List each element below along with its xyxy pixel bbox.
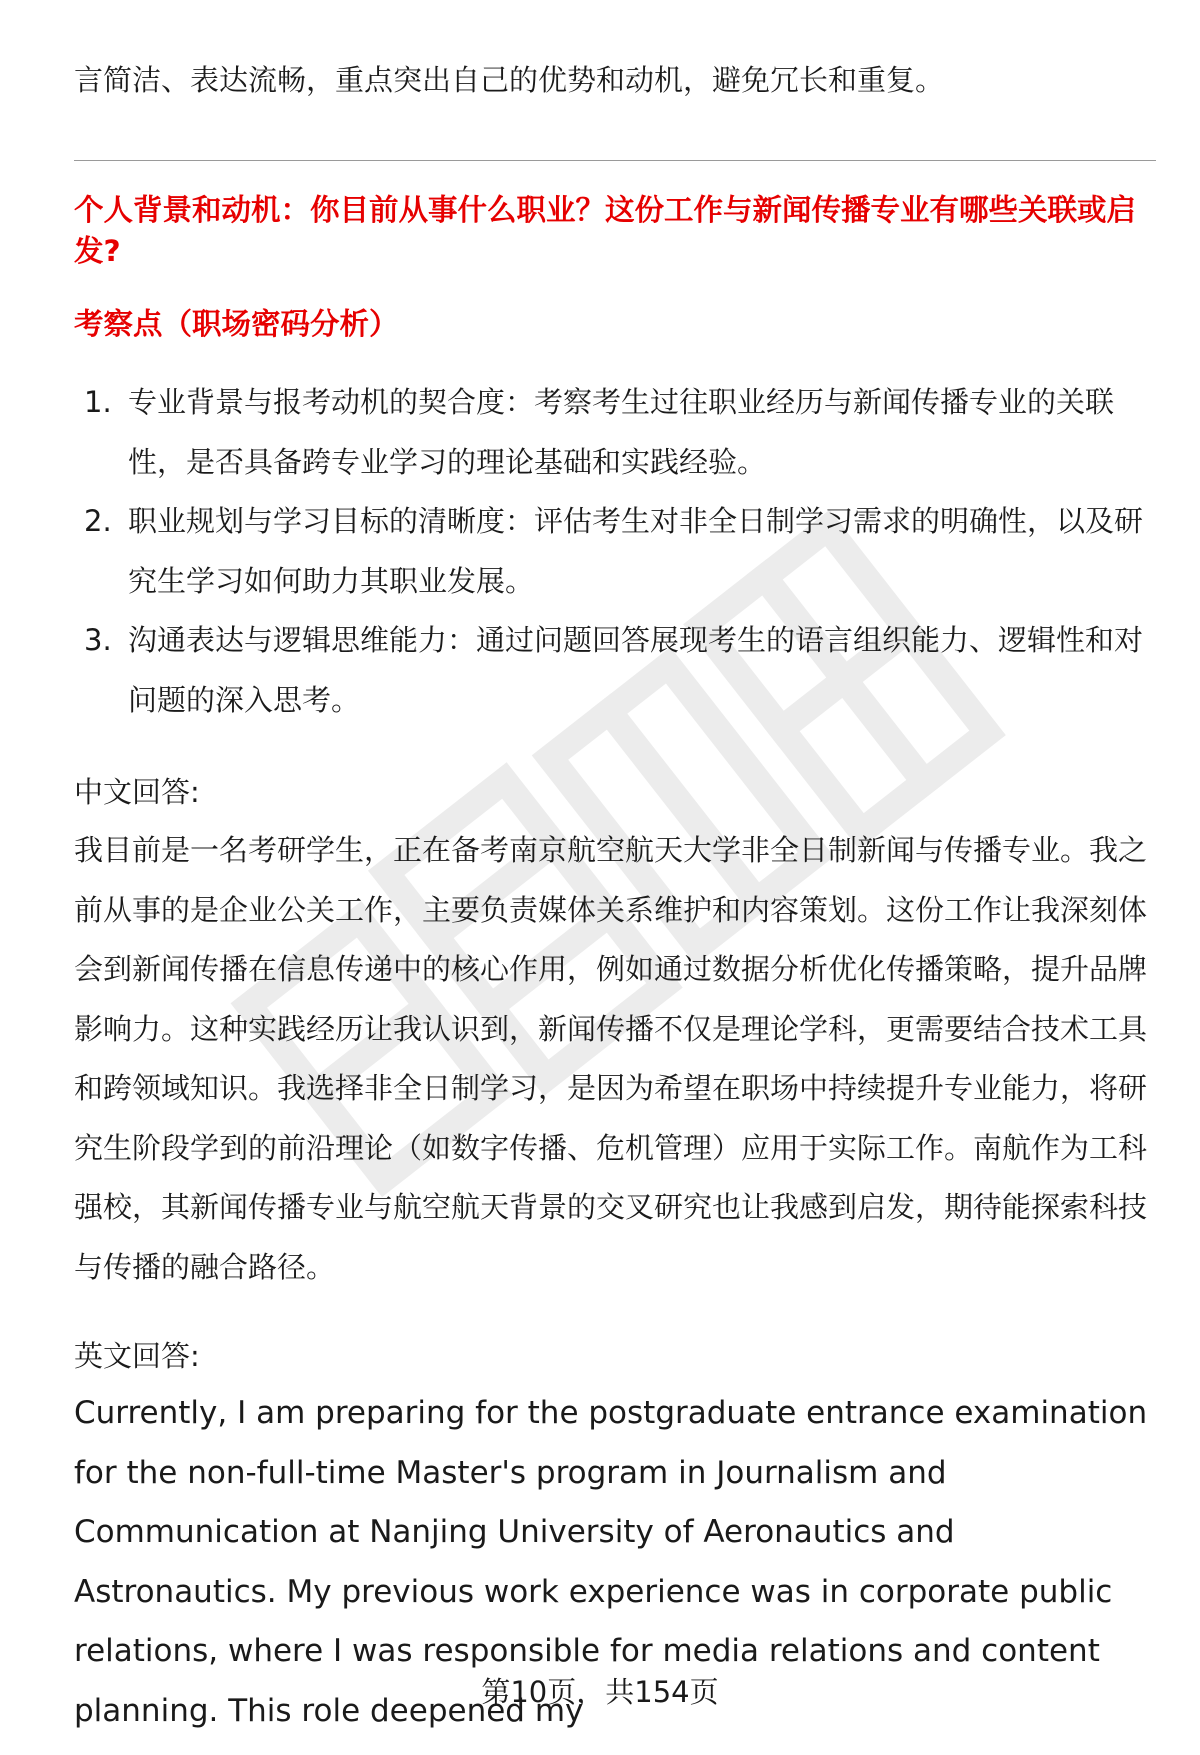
carryover-text: 言简洁、表达流畅，重点突出自己的优势和动机，避免冗长和重复。 xyxy=(74,63,945,97)
list-item-number: 3. xyxy=(84,623,112,657)
assessment-points-list xyxy=(74,373,1156,730)
page-number-footer: 第10页，共154页 xyxy=(481,1675,719,1709)
list-item-text: 职业规划与学习目标的清晰度：评估考生对非全日制学习需求的明确性，以及研究生学习如何助力其职业发展。 xyxy=(128,504,1144,598)
section-divider xyxy=(74,160,1156,161)
english-answer-text: Currently, I am preparing for the postgraduate entrance examination for the non-full-time Master's program in Journalism and Communication at Nanjing University of Aeronautics and Astronautics. My previous work experience was in corporate public relations, where I was responsible for media relations and content planning. This role deepened my xyxy=(74,1395,1148,1729)
list-item xyxy=(74,373,1156,492)
list-item xyxy=(74,492,1156,611)
english-answer-label: 英文回答: xyxy=(74,1339,200,1373)
list-item-number: 2. xyxy=(84,504,112,538)
list-item-text: 沟通表达与逻辑思维能力：通过问题回答展现考生的语言组织能力、逻辑性和对问题的深入思考。 xyxy=(128,623,1144,717)
points-heading: 考察点（职场密码分析） xyxy=(74,307,399,341)
list-item xyxy=(74,611,1156,730)
chinese-answer-text: 我目前是一名考研学生，正在备考南京航空航天大学非全日制新闻与传播专业。我之前从事的是企业公关工作，主要负责媒体关系维护和内容策划。这份工作让我深刻体会到新闻传播在信息传递中的核心作用，例如通过数据分析优化传播策略，提升品牌影响力。这种实践经历让我认识到，新闻传播不仅是理论学科，更需要结合技术工具和跨领域知识。我选择非全日制学习，是因为希望在职场中持续提升专业能力，将研究生阶段学到的前沿理论（如数字传播、危机管理）应用于实际工作。南航作为工科强校，其新闻传播专业与航空航天背景的交叉研究也让我感到启发，期待能探索科技与传播的融合路径。 xyxy=(74,833,1148,1284)
list-item-number: 1. xyxy=(84,385,112,419)
chinese-answer-label: 中文回答: xyxy=(74,775,200,809)
question-heading: 个人背景和动机：你目前从事什么职业？这份工作与新闻传播专业有哪些关联或启发? xyxy=(74,193,1137,268)
list-item-text: 专业背景与报考动机的契合度：考察考生过往职业经历与新闻传播专业的关联性，是否具备跨专业学习的理论基础和实践经验。 xyxy=(128,385,1115,479)
